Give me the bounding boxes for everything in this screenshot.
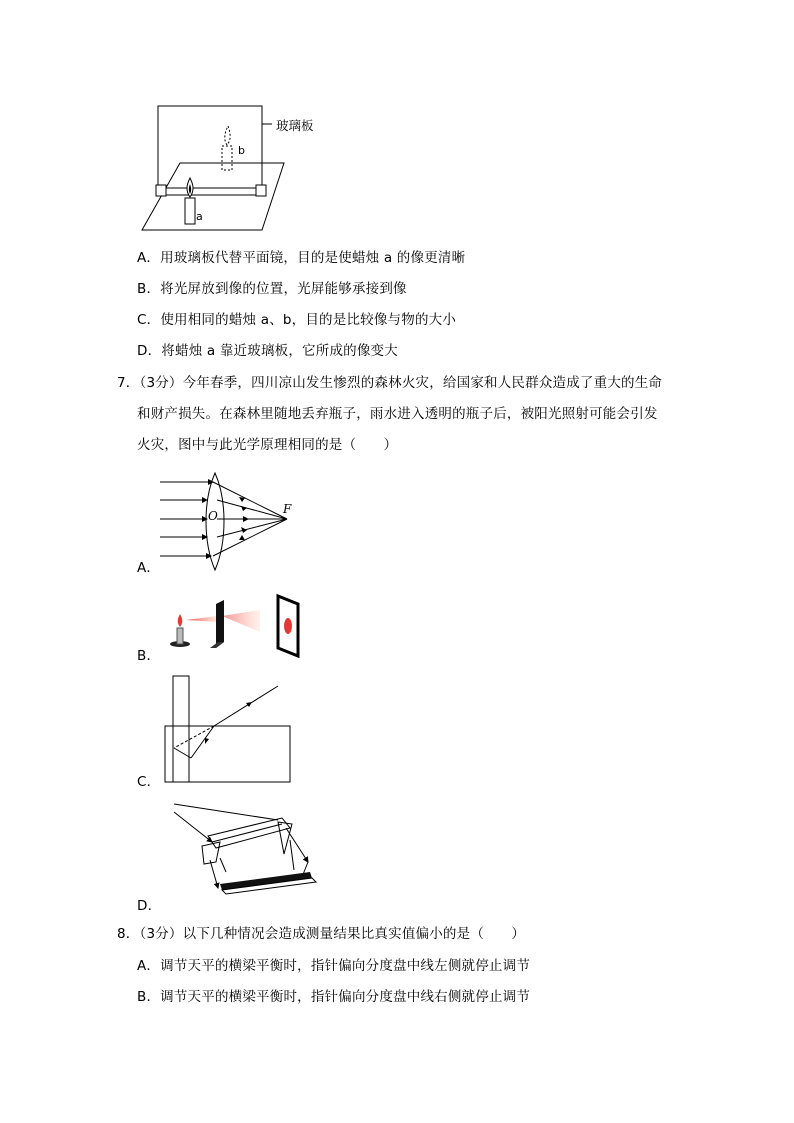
glass-plate-label: 玻璃板 <box>276 118 314 133</box>
q6-option-b: B．将光屏放到像的位置，光屏能够承接到像 <box>137 281 407 297</box>
q7-option-b-letter: B． <box>137 648 161 664</box>
focus-label: F <box>283 502 292 516</box>
candle-b-flame <box>225 126 230 145</box>
pinhole-board <box>216 600 224 648</box>
q7-refraction-figure <box>160 672 295 784</box>
q7-reflection-figure <box>160 800 330 895</box>
lens-center-label: O <box>208 509 218 523</box>
candle-a <box>185 198 195 224</box>
q8-stem: 8．（3分）以下几种情况会造成测量结果比真实值偏小的是（ ） <box>117 926 526 942</box>
q7-option-a-letter: A． <box>137 560 161 576</box>
q7-stem-line-2: 和财产损失。在森林里随地丢弃瓶子，雨水进入透明的瓶子后，被阳光照射可能会引发 <box>137 406 658 422</box>
mirror-left <box>202 842 220 864</box>
q7-option-d-letter: D． <box>137 898 162 914</box>
q8-option-b: B．调节天平的横梁平衡时，指针偏向分度盘中线右侧就停止调节 <box>137 989 531 1005</box>
q6-option-c: C．使用相同的蜡烛 a、b，目的是比较像与物的大小 <box>137 312 457 328</box>
q6-option-a: A．用玻璃板代替平面镜，目的是使蜡烛 a 的像更清晰 <box>137 250 466 266</box>
support-block-left <box>156 185 166 196</box>
mirror-right <box>278 822 292 854</box>
q6-option-d: D．将蜡烛 a 靠近玻璃板，它所成的像变大 <box>137 343 398 359</box>
q7-pinhole-figure <box>160 592 305 662</box>
support-block-right <box>256 185 266 196</box>
candle <box>177 628 183 644</box>
candle-b-label: b <box>238 144 245 157</box>
q7-stem-line-3: 火灾，图中与此光学原理相同的是（ ） <box>137 437 398 453</box>
q8-option-a: A．调节天平的横梁平衡时，指针偏向分度盘中线左侧就停止调节 <box>137 958 531 974</box>
candle-b <box>222 146 232 170</box>
glass-plate <box>158 106 262 188</box>
glass-slab <box>173 676 189 782</box>
q7-convex-lens-figure <box>155 470 305 575</box>
screen-image <box>284 618 292 634</box>
q7-option-c-letter: C． <box>137 774 161 790</box>
candle-flame <box>178 614 183 627</box>
q7-stem-line-1: 7．（3分）今年春季，四川凉山发生惨烈的森林火灾，给国家和人民群众造成了重大的生命 <box>117 375 663 391</box>
candle-a-label: a <box>196 210 203 223</box>
